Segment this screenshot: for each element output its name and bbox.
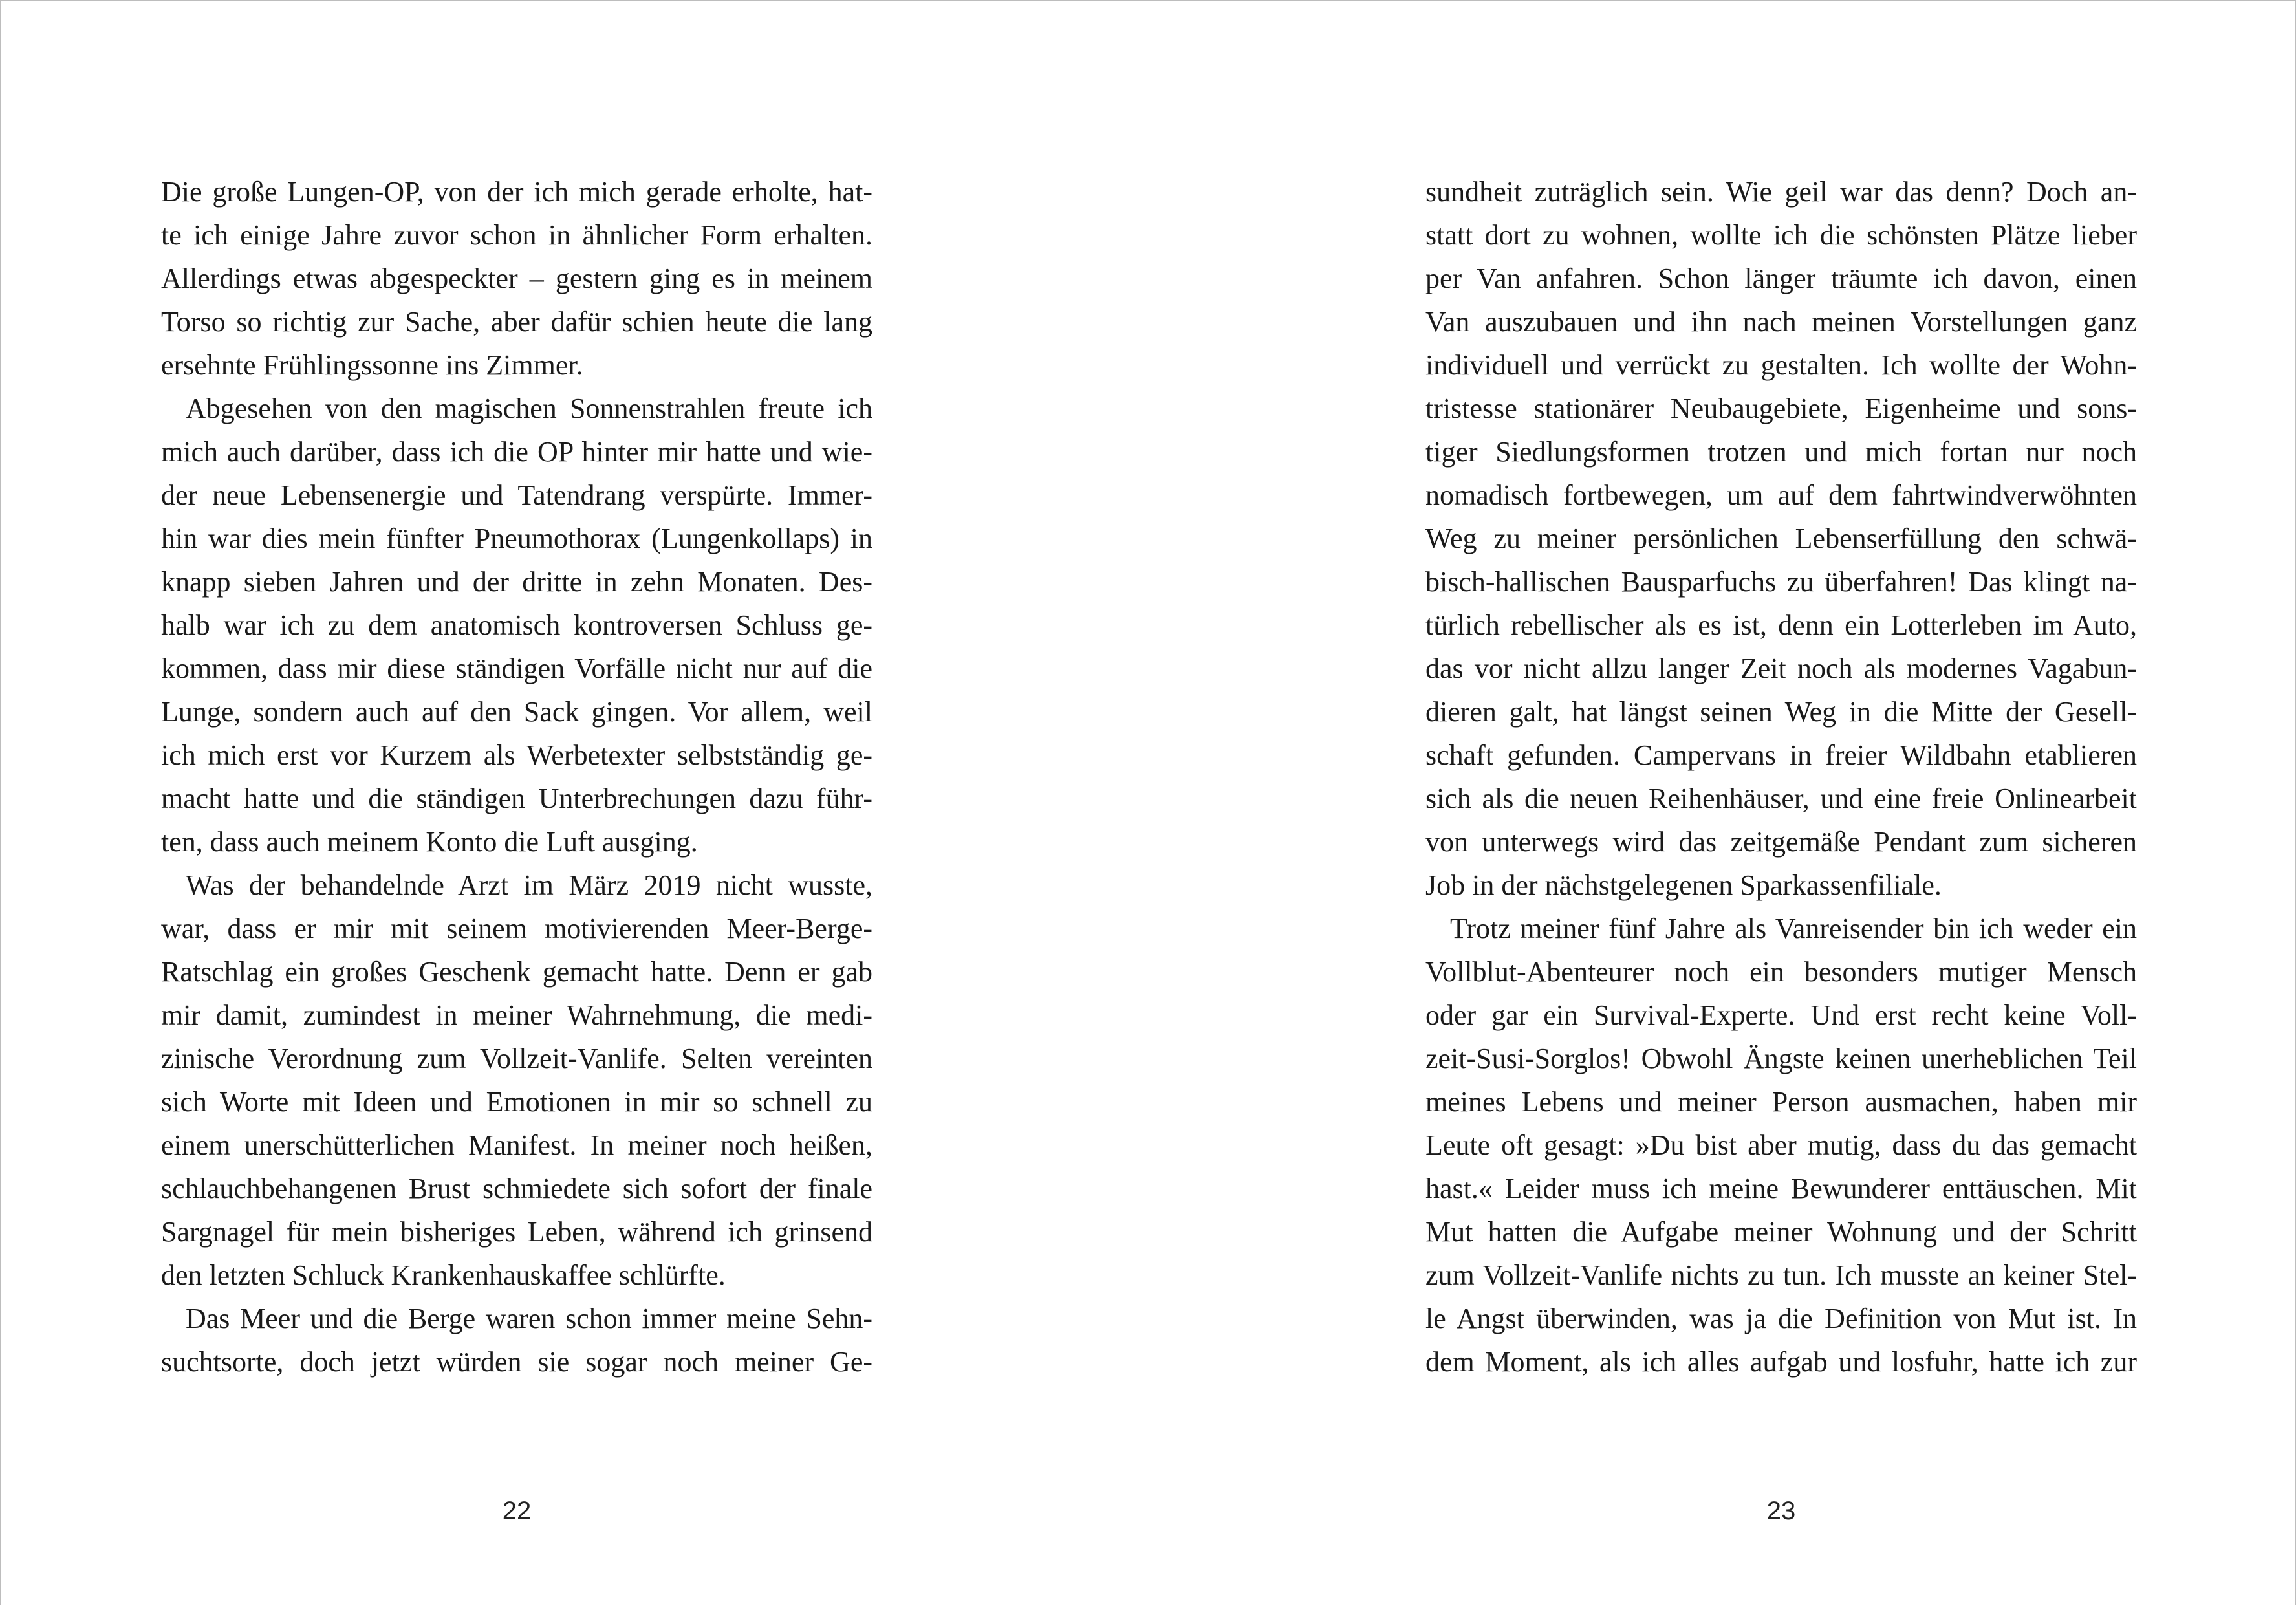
- text-line: Was der behandelnde Arzt im März 2019 nicht wusste,: [186, 869, 872, 901]
- text-line: war, dass er mir mit seinem motivierenden Meer-Berge-: [161, 913, 872, 944]
- text-line: Weg zu meiner persönlichen Lebenserfüllung den schwä-: [1425, 523, 2137, 554]
- text-line: Trotz meiner fünf Jahre als Vanreisender bin ich weder ein: [1450, 913, 2137, 944]
- paragraph: [161, 387, 872, 863]
- text-line: nomadisch fortbewegen, um auf dem fahrtwindverwöhnten: [1425, 479, 2137, 511]
- paragraph: [161, 863, 872, 1297]
- text-line: Ratschlag ein großes Geschenk gemacht hatte. Denn er gab: [161, 956, 872, 988]
- text-line: zum Vollzeit-Vanlife nichts zu tun. Ich musste an keiner Stel-: [1425, 1259, 2137, 1291]
- text-line: tristesse stationärer Neubaugebiete, Eigenheime und sons-: [1425, 393, 2137, 424]
- paragraph: [161, 170, 872, 387]
- text-line: meines Lebens und meiner Person ausmachen, haben mir: [1425, 1086, 2137, 1118]
- text-line: macht hatte und die ständigen Unterbrechungen dazu führ-: [161, 783, 872, 814]
- text-line: knapp sieben Jahren und der dritte in zehn Monaten. Des-: [161, 566, 872, 598]
- text-line: den letzten Schluck Krankenhauskaffee schlürfte.: [161, 1259, 726, 1291]
- text-line: kommen, dass mir diese ständigen Vorfälle nicht nur auf die: [161, 653, 872, 684]
- text-line: schlauchbehangenen Brust schmiedete sich sofort der finale: [161, 1173, 872, 1204]
- text-line: das vor nicht allzu langer Zeit noch als modernes Vagabun-: [1425, 653, 2137, 684]
- text-line: dieren galt, hat längst seinen Weg in die Mitte der Gesell-: [1425, 696, 2137, 728]
- right-page: [1149, 1, 2296, 1606]
- text-line: sich Worte mit Ideen und Emotionen in mir so schnell zu: [161, 1086, 872, 1118]
- text-line: Van auszubauen und ihn nach meinen Vorstellungen ganz: [1425, 306, 2137, 338]
- text-line: hast.« Leider muss ich meine Bewunderer enttäuschen. Mit: [1425, 1173, 2137, 1204]
- left-page: [1, 1, 1149, 1606]
- text-line: zinische Verordnung zum Vollzeit-Vanlife. Selten vereinten: [161, 1043, 872, 1074]
- paragraph: [161, 1297, 872, 1384]
- text-line: ich mich erst vor Kurzem als Werbetexter selbstständig ge-: [161, 739, 872, 771]
- text-line: bisch-hallischen Bausparfuchs zu überfahren! Das klingt na-: [1425, 566, 2137, 598]
- left-page-number: 22: [502, 1497, 532, 1525]
- right-page-text: [1425, 170, 2137, 1384]
- text-line: zeit-Susi-Sorglos! Obwohl Ängste keinen unerheblichen Teil: [1425, 1043, 2137, 1074]
- text-line: türlich rebellischer als es ist, denn ein Lotterleben im Auto,: [1425, 609, 2137, 641]
- text-line: von unterwegs wird das zeitgemäße Pendant zum sicheren: [1425, 826, 2137, 858]
- text-line: tiger Siedlungsformen trotzen und mich fortan nur noch: [1425, 436, 2137, 468]
- text-line: sich als die neuen Reihenhäuser, und eine freie Onlinearbeit: [1425, 783, 2137, 814]
- text-line: ten, dass auch meinem Konto die Luft ausging.: [161, 826, 698, 858]
- paragraph: [1425, 907, 2137, 1384]
- text-line: schaft gefunden. Campervans in freier Wildbahn etablieren: [1425, 739, 2137, 771]
- text-line: suchtsorte, doch jetzt würden sie sogar noch meiner Ge-: [161, 1346, 872, 1378]
- text-line: oder gar ein Survival-Experte. Und erst recht keine Voll-: [1425, 999, 2137, 1031]
- text-line: Abgesehen von den magischen Sonnenstrahlen freute ich: [186, 393, 872, 424]
- text-line: sundheit zuträglich sein. Wie geil war das denn? Doch an-: [1425, 176, 2137, 208]
- text-line: per Van anfahren. Schon länger träumte ich davon, einen: [1425, 263, 2137, 294]
- text-line: individuell und verrückt zu gestalten. Ich wollte der Wohn-: [1425, 349, 2137, 381]
- text-line: halb war ich zu dem anatomisch kontroversen Schluss ge-: [161, 609, 872, 641]
- text-line: Allerdings etwas abgespeckter – gestern ging es in meinem: [161, 263, 872, 294]
- text-line: ersehnte Frühlingssonne ins Zimmer.: [161, 349, 583, 381]
- text-line: Die große Lungen-OP, von der ich mich gerade erholte, hat-: [161, 176, 872, 208]
- text-line: einem unerschütterlichen Manifest. In meiner noch heißen,: [161, 1129, 872, 1161]
- text-line: hin war dies mein fünfter Pneumothorax (Lungenkollaps) in: [161, 523, 872, 554]
- right-page-number: 23: [1766, 1497, 1796, 1525]
- text-line: te ich einige Jahre zuvor schon in ähnlicher Form erhalten.: [161, 219, 872, 251]
- text-line: Torso so richtig zur Sache, aber dafür schien heute die lang: [161, 306, 872, 338]
- text-line: Mut hatten die Aufgabe meiner Wohnung und der Schritt: [1425, 1216, 2137, 1248]
- text-line: mich auch darüber, dass ich die OP hinter mir hatte und wie-: [161, 436, 872, 468]
- text-line: mir damit, zumindest in meiner Wahrnehmung, die medi-: [161, 999, 872, 1031]
- text-line: der neue Lebensenergie und Tatendrang verspürte. Immer-: [161, 479, 872, 511]
- text-line: statt dort zu wohnen, wollte ich die schönsten Plätze lieber: [1425, 219, 2137, 251]
- text-line: dem Moment, als ich alles aufgab und losfuhr, hatte ich zur: [1425, 1346, 2137, 1378]
- left-page-text: [161, 170, 872, 1384]
- text-line: Lunge, sondern auch auf den Sack gingen. Vor allem, weil: [161, 696, 872, 728]
- text-line: Leute oft gesagt: »Du bist aber mutig, dass du das gemacht: [1425, 1129, 2137, 1161]
- text-line: Das Meer und die Berge waren schon immer meine Sehn-: [186, 1303, 872, 1334]
- paragraph: [1425, 170, 2137, 907]
- text-line: le Angst überwinden, was ja die Definition von Mut ist. In: [1425, 1303, 2137, 1334]
- text-line: Sargnagel für mein bisheriges Leben, während ich grinsend: [161, 1216, 872, 1248]
- text-line: Vollblut-Abenteurer noch ein besonders mutiger Mensch: [1425, 956, 2137, 988]
- text-line: Job in der nächstgelegenen Sparkassenfiliale.: [1425, 869, 1942, 901]
